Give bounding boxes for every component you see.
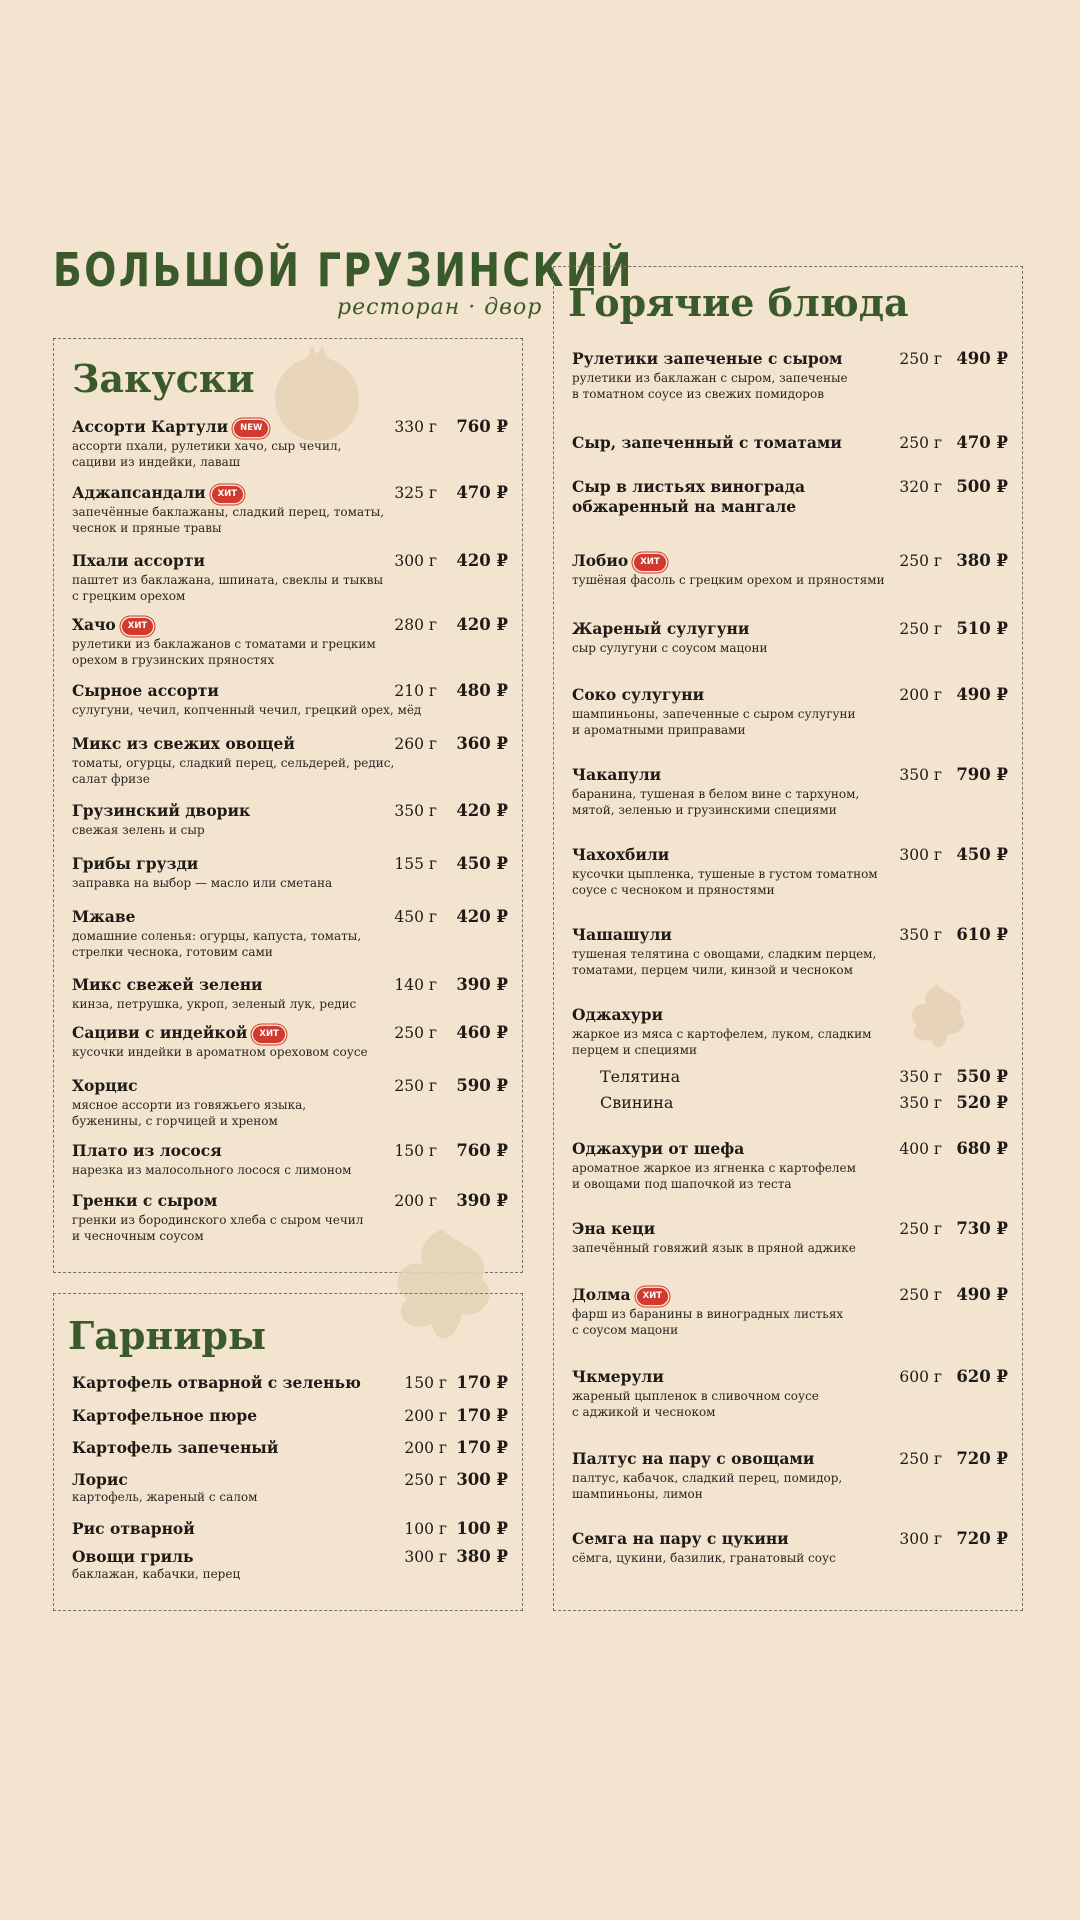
dish-description: паштет из баклажана, шпината, свеклы и тыквы с грецким орехом [72, 573, 384, 603]
dish-weight: 200 г [404, 1407, 447, 1425]
dish-name: Сырное ассорти [72, 681, 219, 700]
dish-weight: 350 г [899, 1094, 942, 1112]
dish-price: 300 ₽ [456, 1470, 508, 1489]
dish-description: рулетики из баклажан с сыром, запеченые в томатном соусе из свежих помидоров [572, 371, 848, 401]
dish-badge: ХИТ [634, 554, 665, 571]
dish-weight: 250 г [394, 1024, 437, 1042]
dish-weight: 330 г [394, 418, 437, 436]
dish-name: Плато из лосося [72, 1141, 222, 1160]
dish-weight: 250 г [899, 1286, 942, 1304]
dish-name: Телятина [600, 1067, 681, 1086]
dish-price: 610 ₽ [956, 925, 1008, 944]
dish-description: картофель, жареный с салом [72, 1490, 258, 1504]
dish-name: Ассорти Картули NEW [72, 417, 268, 437]
dish-weight: 250 г [899, 620, 942, 638]
dish-weight: 300 г [404, 1548, 447, 1566]
section-title: Закуски [72, 356, 255, 401]
section-title: Горячие блюда [568, 280, 909, 325]
dish-name: Жареный сулугуни [572, 619, 750, 638]
dish-name: Чакапули [572, 765, 662, 784]
dish-price: 510 ₽ [956, 619, 1008, 638]
dish-name: Эна кеци [572, 1219, 656, 1238]
dish-badge: ХИТ [122, 618, 153, 635]
restaurant-tagline: ресторан · двор [337, 295, 543, 320]
dish-price: 790 ₽ [956, 765, 1008, 784]
dish-description: свежая зелень и сыр [72, 823, 205, 837]
dish-price: 760 ₽ [456, 417, 508, 436]
dish-price: 170 ₽ [456, 1438, 508, 1457]
dish-price: 460 ₽ [456, 1023, 508, 1042]
dish-description: ароматное жаркое из ягненка с картофелем и овощами под шапочкой из теста [572, 1161, 856, 1191]
dish-description: кусочки индейки в ароматном ореховом соусе [72, 1045, 368, 1059]
dish-name: Лобио ХИТ [572, 551, 666, 571]
dish-price: 680 ₽ [956, 1139, 1008, 1158]
dish-weight: 250 г [404, 1471, 447, 1489]
dish-price: 720 ₽ [956, 1529, 1008, 1548]
dish-description: томаты, огурцы, сладкий перец, сельдерей, редис, салат фризе [72, 756, 395, 786]
dish-name: Картофельное пюре [72, 1406, 258, 1425]
dish-weight: 140 г [394, 976, 437, 994]
dish-price: 590 ₽ [456, 1076, 508, 1095]
dish-weight: 250 г [899, 552, 942, 570]
dish-badge: ХИТ [637, 1288, 668, 1305]
dish-price: 450 ₽ [456, 854, 508, 873]
dish-weight: 325 г [394, 484, 437, 502]
dish-weight: 260 г [394, 735, 437, 753]
dish-description: заправка на выбор — масло или сметана [72, 876, 333, 890]
dish-price: 490 ₽ [956, 685, 1008, 704]
dish-weight: 300 г [899, 1530, 942, 1548]
dish-weight: 450 г [394, 908, 437, 926]
dish-name: Картофель запеченый [72, 1438, 279, 1457]
dish-name: Пхали ассорти [72, 551, 205, 570]
dish-name: Грузинский дворик [72, 801, 251, 820]
dish-price: 170 ₽ [456, 1406, 508, 1425]
dish-description: жареный цыпленок в сливочном соусе с аджикой и чесноком [572, 1389, 819, 1419]
dish-name: Чкмерули [572, 1367, 664, 1386]
dish-name: Рис отварной [72, 1519, 195, 1538]
dish-weight: 250 г [899, 1220, 942, 1238]
dish-description: баранина, тушеная в белом вине с тархуном, мятой, зеленью и грузинскими специями [572, 787, 860, 817]
dish-weight: 300 г [394, 552, 437, 570]
dish-weight: 100 г [404, 1520, 447, 1538]
dish-name: Палтус на пару с овощами [572, 1449, 815, 1468]
dish-weight: 155 г [394, 855, 437, 873]
dish-description: сёмга, цукини, базилик, гранатовый соус [572, 1551, 836, 1565]
dish-name: Картофель отварной с зеленью [72, 1373, 361, 1392]
dish-name: Рулетики запеченые с сыром [572, 349, 843, 368]
dish-price: 550 ₽ [956, 1067, 1008, 1086]
dish-name: Гренки с сыром [72, 1191, 218, 1210]
grape-leaf-icon [902, 979, 972, 1059]
dish-description: запечённые баклажаны, сладкий перец, томаты, чеснок и пряные травы [72, 505, 385, 535]
dish-weight: 320 г [899, 478, 942, 496]
dish-description: ассорти пхали, рулетики хачо, сыр чечил, сациви из индейки, лаваш [72, 439, 342, 469]
dish-price: 360 ₽ [456, 734, 508, 753]
dish-weight: 350 г [899, 1068, 942, 1086]
dish-name: Оджахури [572, 1005, 664, 1024]
dish-name: Сациви с индейкой ХИТ [72, 1023, 285, 1043]
dish-price: 420 ₽ [456, 551, 508, 570]
dish-weight: 600 г [899, 1368, 942, 1386]
dish-description: баклажан, кабачки, перец [72, 1567, 241, 1581]
dish-weight: 200 г [404, 1439, 447, 1457]
dish-description: жаркое из мяса с картофелем, луком, сладким перцем и специями [572, 1027, 872, 1057]
dish-price: 380 ₽ [956, 551, 1008, 570]
dish-weight: 300 г [899, 846, 942, 864]
dish-weight: 150 г [394, 1142, 437, 1160]
dish-name: Свинина [600, 1093, 674, 1112]
dish-name: Грибы грузди [72, 854, 199, 873]
dish-description: шампиньоны, запеченные с сыром сулугуни и ароматными приправами [572, 707, 856, 737]
dish-price: 470 ₽ [456, 483, 508, 502]
dish-price: 380 ₽ [456, 1547, 508, 1566]
dish-name: Чашашули [572, 925, 672, 944]
dish-name: Аджапсандали ХИТ [72, 483, 243, 503]
dish-name: Лорис [72, 1470, 128, 1489]
section-garniry [53, 1293, 523, 1611]
dish-description: палтус, кабачок, сладкий перец, помидор, шампиньоны, лимон [572, 1471, 843, 1501]
dish-name: Семга на пару с цукини [572, 1529, 789, 1548]
dish-name: Микс свежей зелени [72, 975, 263, 994]
dish-name: Микс из свежих овощей [72, 734, 295, 753]
dish-description: запечённый говяжий язык в пряной аджике [572, 1241, 856, 1255]
dish-name: Долма ХИТ [572, 1285, 668, 1305]
dish-weight: 250 г [899, 350, 942, 368]
dish-price: 390 ₽ [456, 1191, 508, 1210]
dish-weight: 280 г [394, 616, 437, 634]
dish-weight: 250 г [899, 434, 942, 452]
dish-price: 490 ₽ [956, 349, 1008, 368]
dish-description: тушёная фасоль с грецким орехом и пряностями [572, 573, 885, 587]
dish-weight: 350 г [394, 802, 437, 820]
dish-price: 390 ₽ [456, 975, 508, 994]
dish-weight: 250 г [899, 1450, 942, 1468]
dish-description: фарш из баранины в виноградных листьях с соусом мацони [572, 1307, 844, 1337]
dish-name: Сыр в листьях винограда обжаренный на мангале [572, 477, 806, 516]
dish-price: 730 ₽ [956, 1219, 1008, 1238]
dish-weight: 210 г [394, 682, 437, 700]
restaurant-logo [53, 243, 634, 323]
dish-name: Хорцис [72, 1076, 138, 1095]
pomegranate-icon [262, 337, 372, 447]
dish-price: 420 ₽ [456, 907, 508, 926]
restaurant-name: БОЛЬШОЙ ГРУЗИНСКИЙ [53, 243, 634, 297]
dish-weight: 150 г [404, 1374, 447, 1392]
dish-description: мясное ассорти из говяжьего языка, буженины, с горчицей и хреном [72, 1098, 307, 1128]
section-title: Гарниры [68, 1313, 267, 1358]
dish-description: гренки из бородинского хлеба с сыром чечил и чесночным соусом [72, 1213, 364, 1243]
dish-name: Соко сулугуни [572, 685, 705, 704]
dish-price: 620 ₽ [956, 1367, 1008, 1386]
dish-price: 450 ₽ [956, 845, 1008, 864]
dish-badge: ХИТ [253, 1026, 284, 1043]
dish-weight: 250 г [394, 1077, 437, 1095]
dish-description: сыр сулугуни с соусом мацони [572, 641, 768, 655]
dish-weight: 200 г [394, 1192, 437, 1210]
dish-price: 500 ₽ [956, 477, 1008, 496]
dish-price: 720 ₽ [956, 1449, 1008, 1468]
dish-badge: NEW [234, 420, 268, 437]
dish-badge: ХИТ [212, 486, 243, 503]
dish-description: тушеная телятина с овощами, сладким перцем, томатами, перцем чили, кинзой и чесноком [572, 947, 877, 977]
dish-price: 520 ₽ [956, 1093, 1008, 1112]
dish-price: 100 ₽ [456, 1519, 508, 1538]
dish-description: сулугуни, чечил, копченный чечил, грецкий орех, мёд [72, 703, 422, 717]
dish-weight: 200 г [899, 686, 942, 704]
dish-weight: 350 г [899, 766, 942, 784]
dish-weight: 400 г [899, 1140, 942, 1158]
dish-price: 470 ₽ [956, 433, 1008, 452]
section-goryachie [553, 266, 1023, 1611]
dish-price: 170 ₽ [456, 1373, 508, 1392]
dish-name: Овощи гриль [72, 1547, 194, 1566]
dish-name: Хачо ХИТ [72, 615, 153, 635]
dish-price: 760 ₽ [456, 1141, 508, 1160]
dish-price: 420 ₽ [456, 801, 508, 820]
dish-description: домашние соленья: огурцы, капуста, томаты, стрелки чеснока, готовим сами [72, 929, 362, 959]
dish-description: нарезка из малосольного лосося с лимоном [72, 1163, 352, 1177]
dish-name: Чахохбили [572, 845, 670, 864]
dish-description: кинза, петрушка, укроп, зеленый лук, редис [72, 997, 357, 1011]
dish-description: кусочки цыпленка, тушеные в густом томатном соусе с чесноком и пряностями [572, 867, 878, 897]
dish-price: 420 ₽ [456, 615, 508, 634]
dish-price: 490 ₽ [956, 1285, 1008, 1304]
dish-price: 480 ₽ [456, 681, 508, 700]
dish-weight: 350 г [899, 926, 942, 944]
section-zakuski [53, 338, 523, 1273]
dish-name: Сыр, запеченный с томатами [572, 433, 842, 452]
dish-name: Мжаве [72, 907, 136, 926]
dish-description: рулетики из баклажанов с томатами и грецким орехом в грузинских пряностях [72, 637, 376, 667]
dish-name: Оджахури от шефа [572, 1139, 745, 1158]
